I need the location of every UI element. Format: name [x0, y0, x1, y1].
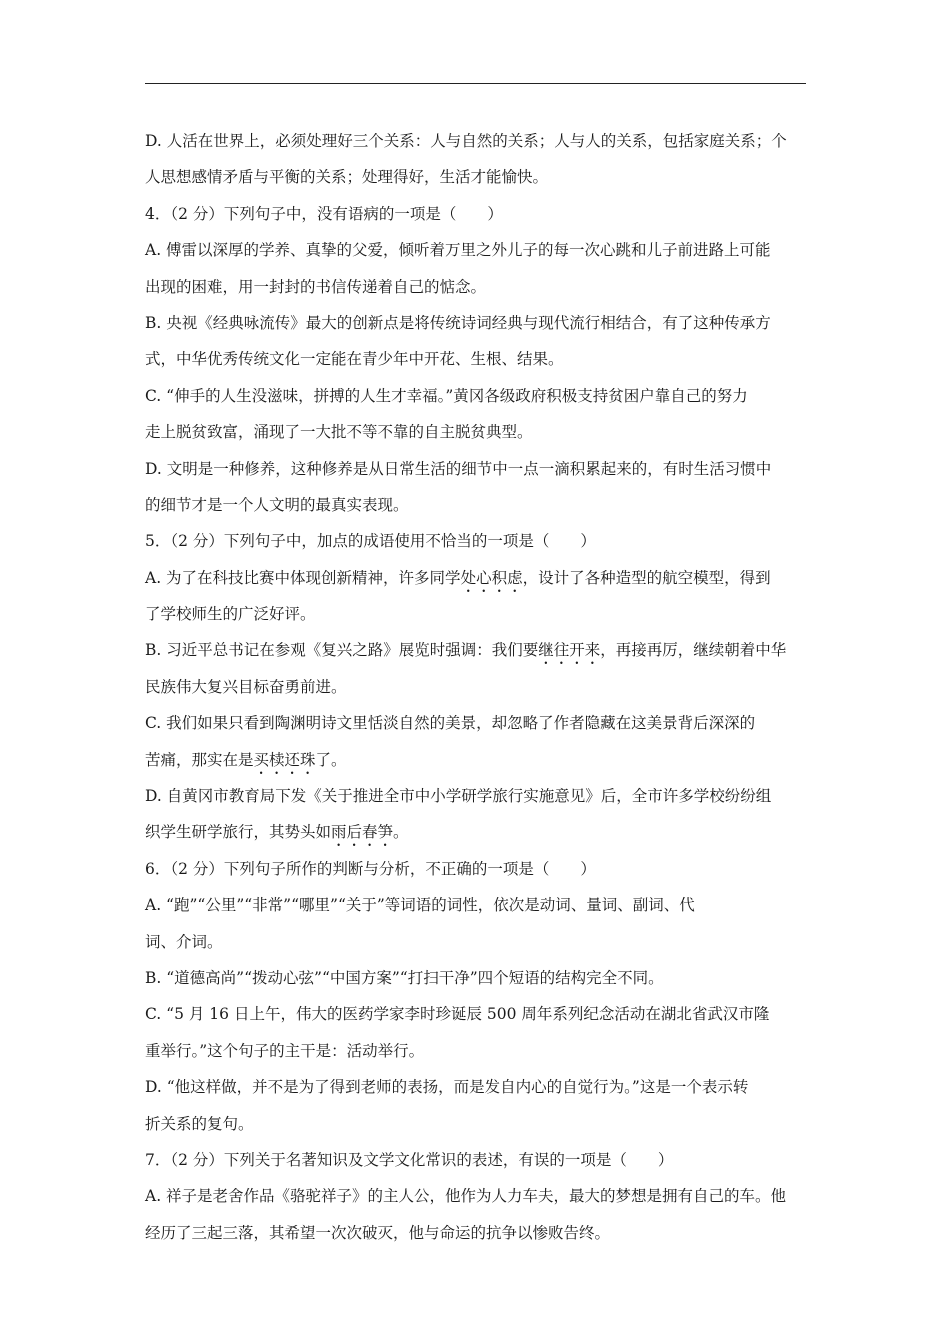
document-body — [145, 123, 810, 1251]
text-line: C. 我们如果只看到陶渊明诗文里恬淡自然的美景，却忽略了作者隐藏在这美景背后深深的 — [145, 714, 756, 733]
question-4-stem: 4．（2 分）下列句子中，没有语病的一项是（ ） — [145, 204, 503, 223]
text-line: A. 祥子是老舍作品《骆驼祥子》的主人公，他作为人力车夫，最大的梦想是拥有自己的车。他 — [145, 1187, 787, 1206]
text-line: C. “5 月 16 日上午，伟大的医药学家李时珍诞辰 500 周年系列纪念活动在湖北省武汉市隆 — [145, 1005, 770, 1024]
text-line: 出现的困难，用一封封的书信传递着自己的惦念。 — [145, 277, 487, 296]
text-line: 式，中华优秀传统文化一定能在青少年中开花、生根、结果。 — [145, 350, 564, 369]
text-line: 走上脱贫致富，涌现了一大批不等不靠的自主脱贫典型。 — [145, 423, 533, 442]
text-line: D. 文明是一种修养，这种修养是从日常生活的细节中一点一滴积累起来的，有时生活习惯中 — [145, 459, 772, 478]
header-rule — [145, 83, 806, 84]
text-line: C. “伸手的人生没滋味，拼搏的人生才幸福。”黄冈各级政府积极支持贫困户靠自己的努力 — [145, 386, 748, 405]
emphasized-idiom: 雨后春笋 — [331, 823, 394, 842]
question-7-stem: 7．（2 分）下列关于名著知识及文学文化常识的表述，有误的一项是（ ） — [145, 1150, 674, 1169]
text-line: B. 习近平总书记在参观《复兴之路》展览时强调：我们要继往开来，再接再厉，继续朝着中华 — [145, 641, 787, 660]
question-6-stem: 6．（2 分）下列句子所作的判断与分析，不正确的一项是（ ） — [145, 859, 596, 878]
text-line: 词、介词。 — [145, 932, 223, 951]
text-line: 了学校师生的广泛好评。 — [145, 605, 316, 624]
text-line: A. 为了在科技比赛中体现创新精神，许多同学处心积虑，设计了各种造型的航空模型，得到 — [145, 568, 771, 587]
emphasized-idiom: 继往开来 — [538, 641, 601, 660]
text-line: A. “跑”“公里”“非常”“哪里”“关于”等词语的词性，依次是动词、量词、副词、代 — [145, 896, 695, 915]
text-line: D. 自黄冈市教育局下发《关于推进全市中小学研学旅行实施意见》后，全市许多学校纷纷组 — [145, 787, 772, 806]
text-line: 的细节才是一个人文明的最真实表现。 — [145, 495, 409, 514]
text-line: 民族伟大复兴目标奋勇前进。 — [145, 677, 347, 696]
question-5-stem: 5．（2 分）下列句子中，加点的成语使用不恰当的一项是（ ） — [145, 532, 596, 551]
text-line: B. “道德高尚”“拨动心弦”“中国方案”“打扫干净”四个短语的结构完全不同。 — [145, 968, 664, 987]
text-line: 经历了三起三落，其希望一次次破灭，他与命运的抗争以惨败告终。 — [145, 1223, 611, 1242]
text-line: 折关系的复句。 — [145, 1114, 254, 1133]
text-line: 重举行。”这个句子的主干是：活动举行。 — [145, 1041, 425, 1060]
text-line: B. 央视《经典咏流传》最大的创新点是将传统诗词经典与现代流行相结合，有了这种传承方 — [145, 313, 771, 332]
text-line: 织学生研学旅行，其势头如雨后春笋。 — [145, 823, 409, 842]
text-line: D. 人活在世界上，必须处理好三个关系：人与自然的关系；人与人的关系，包括家庭关系；个 — [145, 132, 787, 150]
emphasized-idiom: 买椟还珠 — [253, 750, 316, 769]
text-line: A. 傅雷以深厚的学养、真挚的父爱，倾听着万里之外儿子的每一次心跳和儿子前进路上可能 — [145, 241, 771, 260]
text-line: D. “他这样做，并不是为了得到老师的表扬，而是发自内心的自觉行为。”这是一个表示转 — [145, 1078, 749, 1097]
text-line: 苦痛，那实在是买椟还珠了。 — [145, 750, 347, 769]
text-line: 人思想感情矛盾与平衡的关系；处理得好，生活才能愉快。 — [145, 168, 549, 187]
emphasized-idiom: 处心积虑 — [460, 568, 523, 587]
